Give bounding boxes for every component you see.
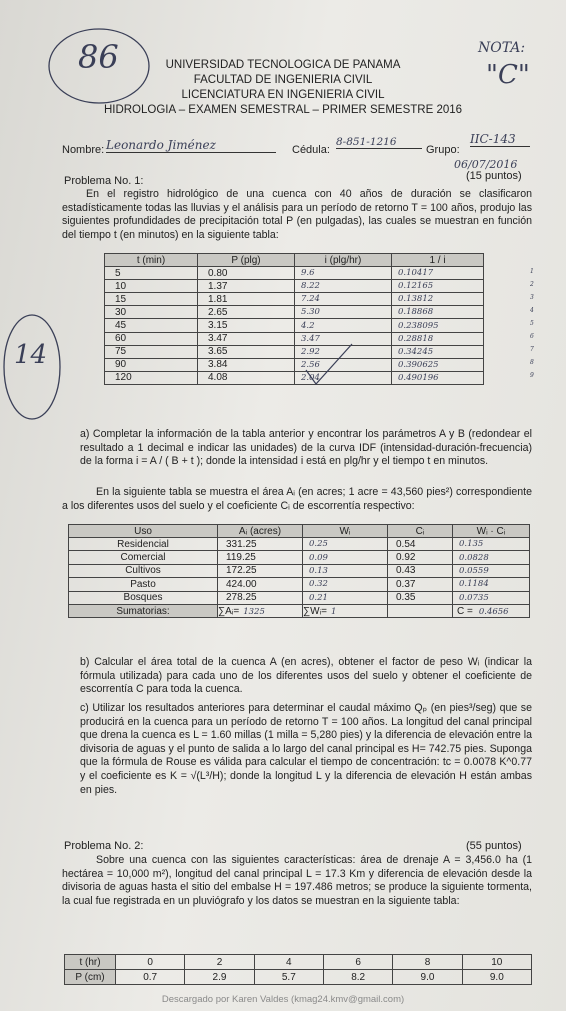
p-cell: 2.65 bbox=[198, 306, 295, 319]
wc-cell: 0.1184 bbox=[453, 578, 530, 591]
header-degree: LICENCIATURA EN INGENIERIA CIVIL bbox=[181, 89, 385, 101]
date-value: 06/07/2016 bbox=[454, 158, 518, 171]
col-p: P (plg) bbox=[198, 254, 295, 267]
precip-row bbox=[105, 306, 484, 319]
t-cell: 120 bbox=[105, 371, 198, 384]
t-cell: 75 bbox=[105, 345, 198, 358]
i-cell: 9.6 bbox=[295, 267, 392, 280]
t-cell: 5 bbox=[105, 267, 198, 280]
c-cell: 0.35 bbox=[388, 591, 453, 604]
i-cell: 8.22 bbox=[295, 280, 392, 293]
w-cell: 0.25 bbox=[303, 538, 388, 551]
p-value: 8.2 bbox=[323, 970, 392, 985]
score-mark: 86 bbox=[78, 38, 119, 76]
question-b: b) Calcular el área total de la cuenca A (en acres), obtener el factor de peso Wᵢ (indicar la fórmula utilizada) para cada uno de los diferentes usos del suelo y obtener el coeficiente de escorrentía C para toda la cuenca. bbox=[80, 656, 532, 696]
p-label: P (cm) bbox=[65, 970, 116, 985]
p-cell: 3.47 bbox=[198, 332, 295, 345]
t-cell: 10 bbox=[105, 280, 198, 293]
p-cell: 3.84 bbox=[198, 358, 295, 371]
land-use-row bbox=[69, 578, 530, 591]
row-index-mark: 1 bbox=[530, 268, 534, 275]
question-c: c) Utilizar los resultados anteriores para determinar el caudal máximo Qₚ (en pies³/seg) que se producirá en la cuenca para un período de retorno T = 100 años. La longitud del canal principal que drena la cuenca es L = 1.60 millas (1 milla = 5,280 pies) y la diferencia de elevación entre la divisoria de aguas y el punto de salida a lo largo del canal principal es H= 742.75 pies. Suponga que la fórmula de Rouse es válida para calcular el tiempo de concentración: tc = 0.0078 K^0.77 y el coeficiente es K = √(L³/H); donde la longitud L y la diferencia de elevación H están ambas en pies. bbox=[80, 702, 532, 796]
nombre-label: Nombre: bbox=[62, 144, 105, 156]
precip-row bbox=[105, 332, 484, 345]
t-value: 4 bbox=[254, 955, 323, 970]
area-cell: 119.25 bbox=[218, 551, 303, 564]
sum-c-value: 0.4656 bbox=[478, 606, 509, 617]
c-cell: 0.43 bbox=[388, 564, 453, 577]
precip-row bbox=[105, 293, 484, 306]
nombre-value: Leonardo Jiménez bbox=[106, 138, 276, 153]
sum-c-label: C = bbox=[457, 605, 473, 617]
area-cell: 424.00 bbox=[218, 578, 303, 591]
p-value: 5.7 bbox=[254, 970, 323, 985]
row-index-mark: 4 bbox=[530, 307, 534, 314]
inv-i-cell: 0.12165 bbox=[392, 280, 484, 293]
precip-row bbox=[105, 280, 484, 293]
i-cell: 5.30 bbox=[295, 306, 392, 319]
p-value: 9.0 bbox=[393, 970, 462, 985]
uso-cell: Cultivos bbox=[69, 564, 218, 577]
problem2-intro: Sobre una cuenca con las siguientes características: área de drenaje A = 3,456.0 ha (1 hectárea = 10,000 m²), longitud del canal principal L = 17.3 Km y diferencia de elevación desde la divisoria de aguas hasta el sitio del embalse H = 197.486 metros; se produce la siguiente tormenta, la cual fue registrada en un pluviógrafo y los datos se muestran en la siguiente tabla: bbox=[62, 854, 532, 907]
t-cell: 90 bbox=[105, 358, 198, 371]
inv-i-cell: 0.10417 bbox=[392, 267, 484, 280]
land-use-row bbox=[69, 564, 530, 577]
t-value: 6 bbox=[323, 955, 392, 970]
p-cell: 3.15 bbox=[198, 319, 295, 332]
row-index-mark: 7 bbox=[530, 346, 534, 353]
storm-table bbox=[64, 954, 532, 985]
c-cell: 0.54 bbox=[388, 538, 453, 551]
i-cell: 2.92 bbox=[295, 345, 392, 358]
i-cell: 2.56 bbox=[295, 358, 392, 371]
i-cell: 2.04 bbox=[295, 371, 392, 384]
col-w: Wᵢ bbox=[303, 525, 388, 538]
sum-area bbox=[218, 604, 303, 617]
col-t: t (min) bbox=[105, 254, 198, 267]
col-i: i (plg/hr) bbox=[295, 254, 392, 267]
col-c: Cᵢ bbox=[388, 525, 453, 538]
land-use-row bbox=[69, 538, 530, 551]
t-cell: 30 bbox=[105, 306, 198, 319]
inv-i-cell: 0.390625 bbox=[392, 358, 484, 371]
t-cell: 15 bbox=[105, 293, 198, 306]
sum-label: Sumatorias: bbox=[69, 604, 218, 617]
problem2-points: (55 puntos) bbox=[466, 840, 522, 852]
t-cell: 60 bbox=[105, 332, 198, 345]
wc-cell: 0.0828 bbox=[453, 551, 530, 564]
precip-row bbox=[105, 371, 484, 384]
row-index-mark: 8 bbox=[530, 359, 534, 366]
grade-label: NOTA: bbox=[478, 40, 526, 56]
sum-area-value: 1325 bbox=[243, 606, 265, 617]
sum-w bbox=[303, 604, 388, 617]
problem1-intro: En el registro hidrológico de una cuenca con 40 años de duración se clasificaron estadísticamente todas las lluvias y el análisis para un período de retorno T = 100 años, produjo las siguientes profundidades de precipitación total P (en pulgadas), las cuales se muestran en función del tiempo t (en minutos) en la siguiente tabla: bbox=[62, 188, 532, 241]
precip-table bbox=[104, 253, 484, 385]
t-value: 8 bbox=[393, 955, 462, 970]
uso-cell: Bosques bbox=[69, 591, 218, 604]
c-cell: 0.92 bbox=[388, 551, 453, 564]
inv-i-cell: 0.13812 bbox=[392, 293, 484, 306]
inv-i-cell: 0.28818 bbox=[392, 332, 484, 345]
w-cell: 0.09 bbox=[303, 551, 388, 564]
sum-empty bbox=[388, 604, 453, 617]
wc-cell: 0.0735 bbox=[453, 591, 530, 604]
area-cell: 172.25 bbox=[218, 564, 303, 577]
p-value: 2.9 bbox=[185, 970, 254, 985]
grade-mark: "C" bbox=[486, 60, 530, 90]
cedula-value: 8-851-1216 bbox=[336, 136, 422, 149]
side-score-mark: 14 bbox=[14, 340, 48, 370]
area-intro: En la siguiente tabla se muestra el área Aᵢ (en acres; 1 acre = 43,560 pies²) correspondiente a los diferentes usos del suelo y el coeficiente Cᵢ de escorrentía respectivo: bbox=[62, 486, 532, 512]
p-value: 9.0 bbox=[462, 970, 531, 985]
col-wc: Wᵢ · Cᵢ bbox=[453, 525, 530, 538]
t-label: t (hr) bbox=[65, 955, 116, 970]
c-cell: 0.37 bbox=[388, 578, 453, 591]
row-index-mark: 5 bbox=[530, 320, 534, 327]
i-cell: 7.24 bbox=[295, 293, 392, 306]
precip-row bbox=[105, 358, 484, 371]
grupo-label: Grupo: bbox=[426, 144, 460, 156]
t-value: 10 bbox=[462, 955, 531, 970]
table1-check-mark bbox=[304, 340, 354, 390]
uso-cell: Comercial bbox=[69, 551, 218, 564]
i-cell: 3.47 bbox=[295, 332, 392, 345]
problem1-title: Problema No. 1: bbox=[64, 175, 144, 187]
uso-cell: Pasto bbox=[69, 578, 218, 591]
footer-download: Descargado por Karen Valdes (kmag24.kmv@gmail.com) bbox=[161, 994, 405, 1005]
header-faculty: FACULTAD DE INGENIERIA CIVIL bbox=[193, 74, 373, 86]
p-cell: 4.08 bbox=[198, 371, 295, 384]
land-use-row bbox=[69, 551, 530, 564]
problem2-title: Problema No. 2: bbox=[64, 840, 144, 852]
inv-i-cell: 0.34245 bbox=[392, 345, 484, 358]
col-uso: Uso bbox=[69, 525, 218, 538]
precip-row bbox=[105, 319, 484, 332]
inv-i-cell: 0.490196 bbox=[392, 371, 484, 384]
header-exam: HIDROLOGIA – EXAMEN SEMESTRAL – PRIMER SEMESTRE 2016 bbox=[103, 104, 463, 116]
w-cell: 0.32 bbox=[303, 578, 388, 591]
precip-row bbox=[105, 345, 484, 358]
inv-i-cell: 0.238095 bbox=[392, 319, 484, 332]
cedula-label: Cédula: bbox=[292, 144, 330, 156]
land-use-table bbox=[68, 524, 530, 618]
wc-cell: 0.0559 bbox=[453, 564, 530, 577]
p-value: 0.7 bbox=[116, 970, 185, 985]
land-use-row bbox=[69, 591, 530, 604]
sum-c bbox=[453, 604, 530, 617]
p-cell: 3.65 bbox=[198, 345, 295, 358]
p-cell: 1.37 bbox=[198, 280, 295, 293]
sum-row bbox=[69, 604, 530, 617]
row-index-mark: 2 bbox=[530, 281, 534, 288]
w-cell: 0.13 bbox=[303, 564, 388, 577]
t-cell: 45 bbox=[105, 319, 198, 332]
w-cell: 0.21 bbox=[303, 591, 388, 604]
row-index-mark: 6 bbox=[530, 333, 534, 340]
i-cell: 4.2 bbox=[295, 319, 392, 332]
problem1-points: (15 puntos) bbox=[466, 170, 522, 182]
area-cell: 331.25 bbox=[218, 538, 303, 551]
p-cell: 0.80 bbox=[198, 267, 295, 280]
wc-cell: 0.135 bbox=[453, 538, 530, 551]
grupo-value: IIC-143 bbox=[470, 132, 530, 147]
p-cell: 1.81 bbox=[198, 293, 295, 306]
precip-row bbox=[105, 267, 484, 280]
sum-area-label: ∑Aᵢ= bbox=[218, 605, 240, 617]
question-a: a) Completar la información de la tabla anterior y encontrar los parámetros A y B (redondear el resultado a 1 decimal e indicar las unidades) de la curva IDF (intensidad-duración-frecuencia) de la forma i = A / ( B + t ); donde la intensidad i está en plg/hr y el tiempo t en minutos. bbox=[80, 428, 532, 468]
t-value: 2 bbox=[185, 955, 254, 970]
t-value: 0 bbox=[116, 955, 185, 970]
uso-cell: Residencial bbox=[69, 538, 218, 551]
row-index-mark: 3 bbox=[530, 294, 534, 301]
sum-w-label: ∑Wᵢ= bbox=[303, 605, 327, 617]
header-university: UNIVERSIDAD TECNOLOGICA DE PANAMA bbox=[165, 59, 401, 71]
col-inv-i: 1 / i bbox=[392, 254, 484, 267]
col-area: Aᵢ (acres) bbox=[218, 525, 303, 538]
row-index-mark: 9 bbox=[530, 372, 534, 379]
area-cell: 278.25 bbox=[218, 591, 303, 604]
sum-w-value: 1 bbox=[330, 606, 337, 617]
inv-i-cell: 0.18868 bbox=[392, 306, 484, 319]
